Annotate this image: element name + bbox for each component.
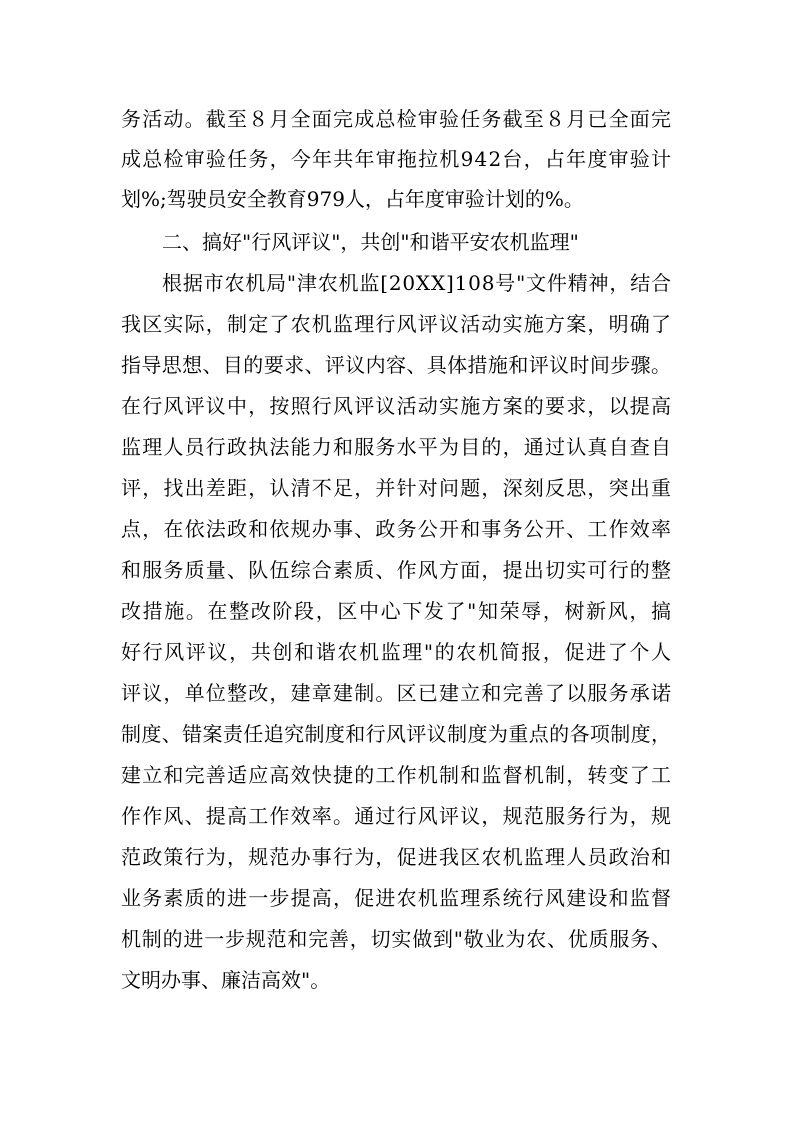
- text-line-content: 监理人员行政执法能力和服务水平为目的，通过认真自查自: [121, 435, 673, 459]
- text-line-content: 文明办事、廉洁高效"。: [121, 968, 331, 992]
- text-line: [0, 596, 794, 626]
- text-line-content: 划%;驾驶员安全教育979人，占年度审验计划的%。: [121, 187, 584, 211]
- text-line: [0, 719, 794, 749]
- text-line-content: 范政策行为，规范办事行为，促进我区农机监理人员政治和: [121, 845, 673, 869]
- section-heading-text: 二、搞好"行风评议"，共创"和谐平安农机监理": [162, 230, 579, 254]
- text-line-content: 建立和完善适应高效快捷的工作机制和监督机制，转变了工: [121, 763, 673, 787]
- text-line: [0, 350, 794, 380]
- text-line-content: 指导思想、目的要求、评议内容、具体措施和评议时间步骤。: [121, 353, 672, 377]
- text-line-content: 成总检审验任务，今年共年审拖拉机942台，占年度审验计: [121, 147, 673, 171]
- text-line-content: 在行风评议中，按照行风评议活动实施方案的要求，以提高: [121, 394, 673, 418]
- text-line-content: 机制的进一步规范和完善，切实做到"敬业为农、优质服务、: [121, 927, 672, 951]
- text-line: [0, 184, 794, 214]
- text-line: [0, 391, 794, 421]
- text-line-content: 改措施。在整改阶段，区中心下发了"知荣辱，树新风，搞: [121, 599, 673, 623]
- text-line-content: 评议，单位整改，建章建制。区已建立和完善了以服务承诺: [121, 681, 673, 705]
- text-line-content: 作作风、提高工作效率。通过行风评议，规范服务行为，规: [121, 804, 673, 828]
- text-line: [0, 473, 794, 503]
- text-line: [0, 965, 794, 995]
- text-line-content: 根据市农机局"津农机监[20XX]108号"文件精神，结合: [162, 271, 672, 295]
- text-line: [0, 760, 794, 790]
- text-line-content: 好行风评议，共创和谐农机监理"的农机简报，促进了个人: [121, 640, 673, 664]
- text-line: [0, 309, 794, 339]
- text-line: [0, 514, 794, 544]
- text-line: [0, 678, 794, 708]
- text-line-content: 务活动。截至８月全面完成总检审验任务截至８月已全面完: [121, 107, 673, 131]
- text-line-content: 制度、错案责任追究制度和行风评议制度为重点的各项制度，: [121, 722, 672, 746]
- text-line: [0, 842, 794, 872]
- text-line-content: 我区实际，制定了农机监理行风评议活动实施方案，明确了: [121, 312, 673, 336]
- text-line: [0, 555, 794, 585]
- text-line-content: 业务素质的进一步提高，促进农机监理系统行风建设和监督: [121, 886, 673, 910]
- text-line: [0, 883, 794, 913]
- section-heading: [0, 227, 794, 257]
- text-line: [0, 924, 794, 954]
- text-line-content: 评，找出差距，认清不足，并针对问题，深刻反思，突出重: [121, 476, 673, 500]
- text-line: [0, 637, 794, 667]
- text-line-content: 和服务质量、队伍综合素质、作风方面，提出切实可行的整: [121, 558, 673, 582]
- text-line: [0, 801, 794, 831]
- text-line: [0, 144, 794, 174]
- text-line: [0, 432, 794, 462]
- text-line: [0, 268, 794, 298]
- text-line: [0, 104, 794, 134]
- text-line-content: 点，在依法政和依规办事、政务公开和事务公开、工作效率: [121, 517, 673, 541]
